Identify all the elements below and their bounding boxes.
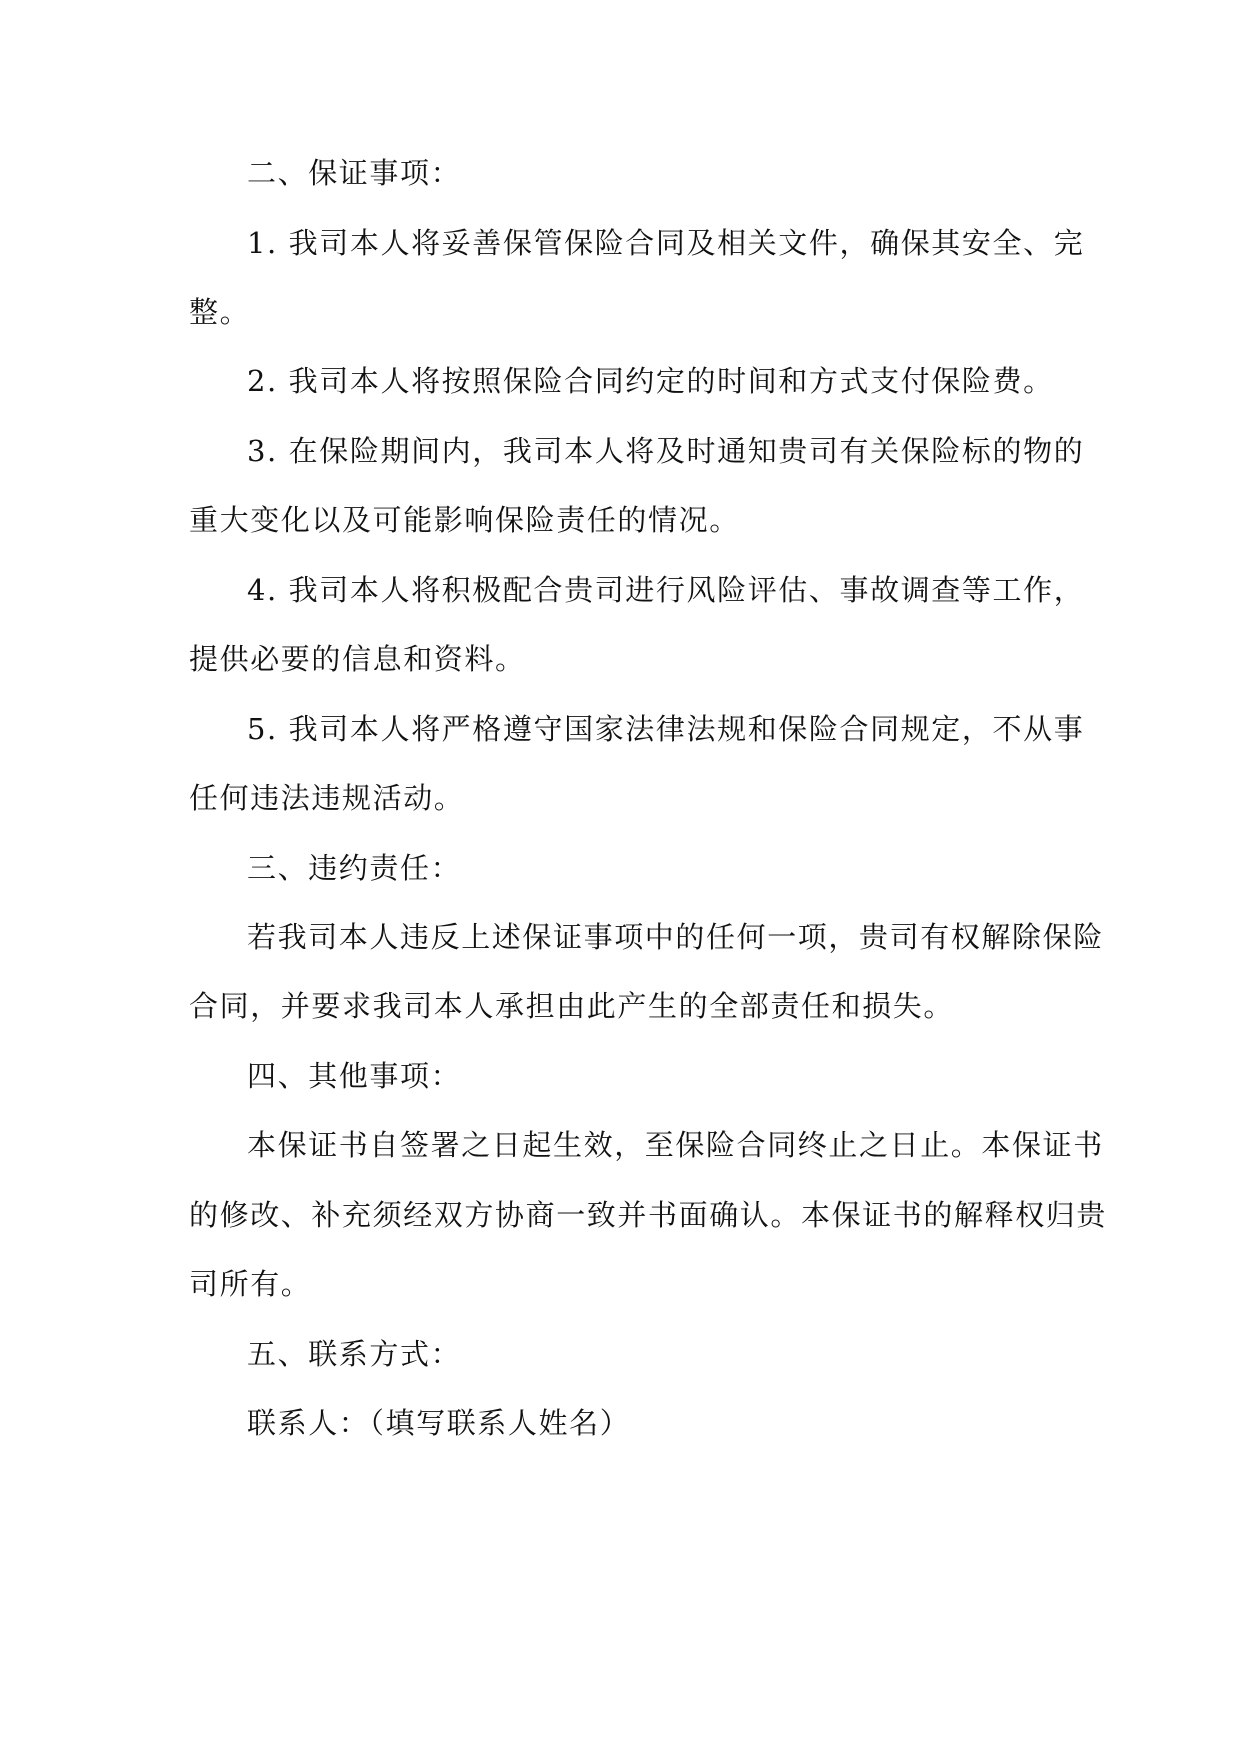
guarantee-item-3-line-1: 3. 在保险期间内，我司本人将及时通知贵司有关保险标的物的 bbox=[247, 434, 1085, 468]
guarantee-item-1-line-2: 整。 bbox=[189, 295, 251, 329]
contact-person-line: 联系人：（填写联系人姓名） bbox=[247, 1406, 631, 1440]
guarantee-item-2-line-1: 2. 我司本人将按照保险合同约定的时间和方式支付保险费。 bbox=[247, 364, 1054, 398]
breach-paragraph-line-1: 若我司本人违反上述保证事项中的任何一项，贵司有权解除保险 bbox=[247, 920, 1104, 954]
section-heading-breach: 三、违约责任： bbox=[247, 851, 462, 885]
guarantee-item-4-line-1: 4. 我司本人将积极配合贵司进行风险评估、事故调查等工作， bbox=[247, 573, 1085, 607]
guarantee-item-5-line-1: 5. 我司本人将严格遵守国家法律法规和保险合同规定，不从事 bbox=[247, 712, 1085, 746]
guarantee-item-3-line-2: 重大变化以及可能影响保险责任的情况。 bbox=[189, 503, 740, 537]
other-paragraph-line-3: 司所有。 bbox=[189, 1267, 312, 1301]
guarantee-item-1-line-1: 1. 我司本人将妥善保管保险合同及相关文件，确保其安全、完 bbox=[247, 226, 1085, 260]
section-heading-guarantee: 二、保证事项： bbox=[247, 156, 462, 190]
breach-paragraph-line-2: 合同，并要求我司本人承担由此产生的全部责任和损失。 bbox=[189, 989, 955, 1023]
guarantee-item-5-line-2: 任何违法违规活动。 bbox=[189, 781, 465, 815]
section-heading-other: 四、其他事项： bbox=[247, 1059, 462, 1093]
other-paragraph-line-2: 的修改、补充须经双方协商一致并书面确认。本保证书的解释权归贵 bbox=[189, 1198, 1108, 1232]
guarantee-item-4-line-2: 提供必要的信息和资料。 bbox=[189, 642, 526, 676]
other-paragraph-line-1: 本保证书自签署之日起生效，至保险合同终止之日止。本保证书 bbox=[247, 1128, 1104, 1162]
section-heading-contact: 五、联系方式： bbox=[247, 1337, 462, 1371]
